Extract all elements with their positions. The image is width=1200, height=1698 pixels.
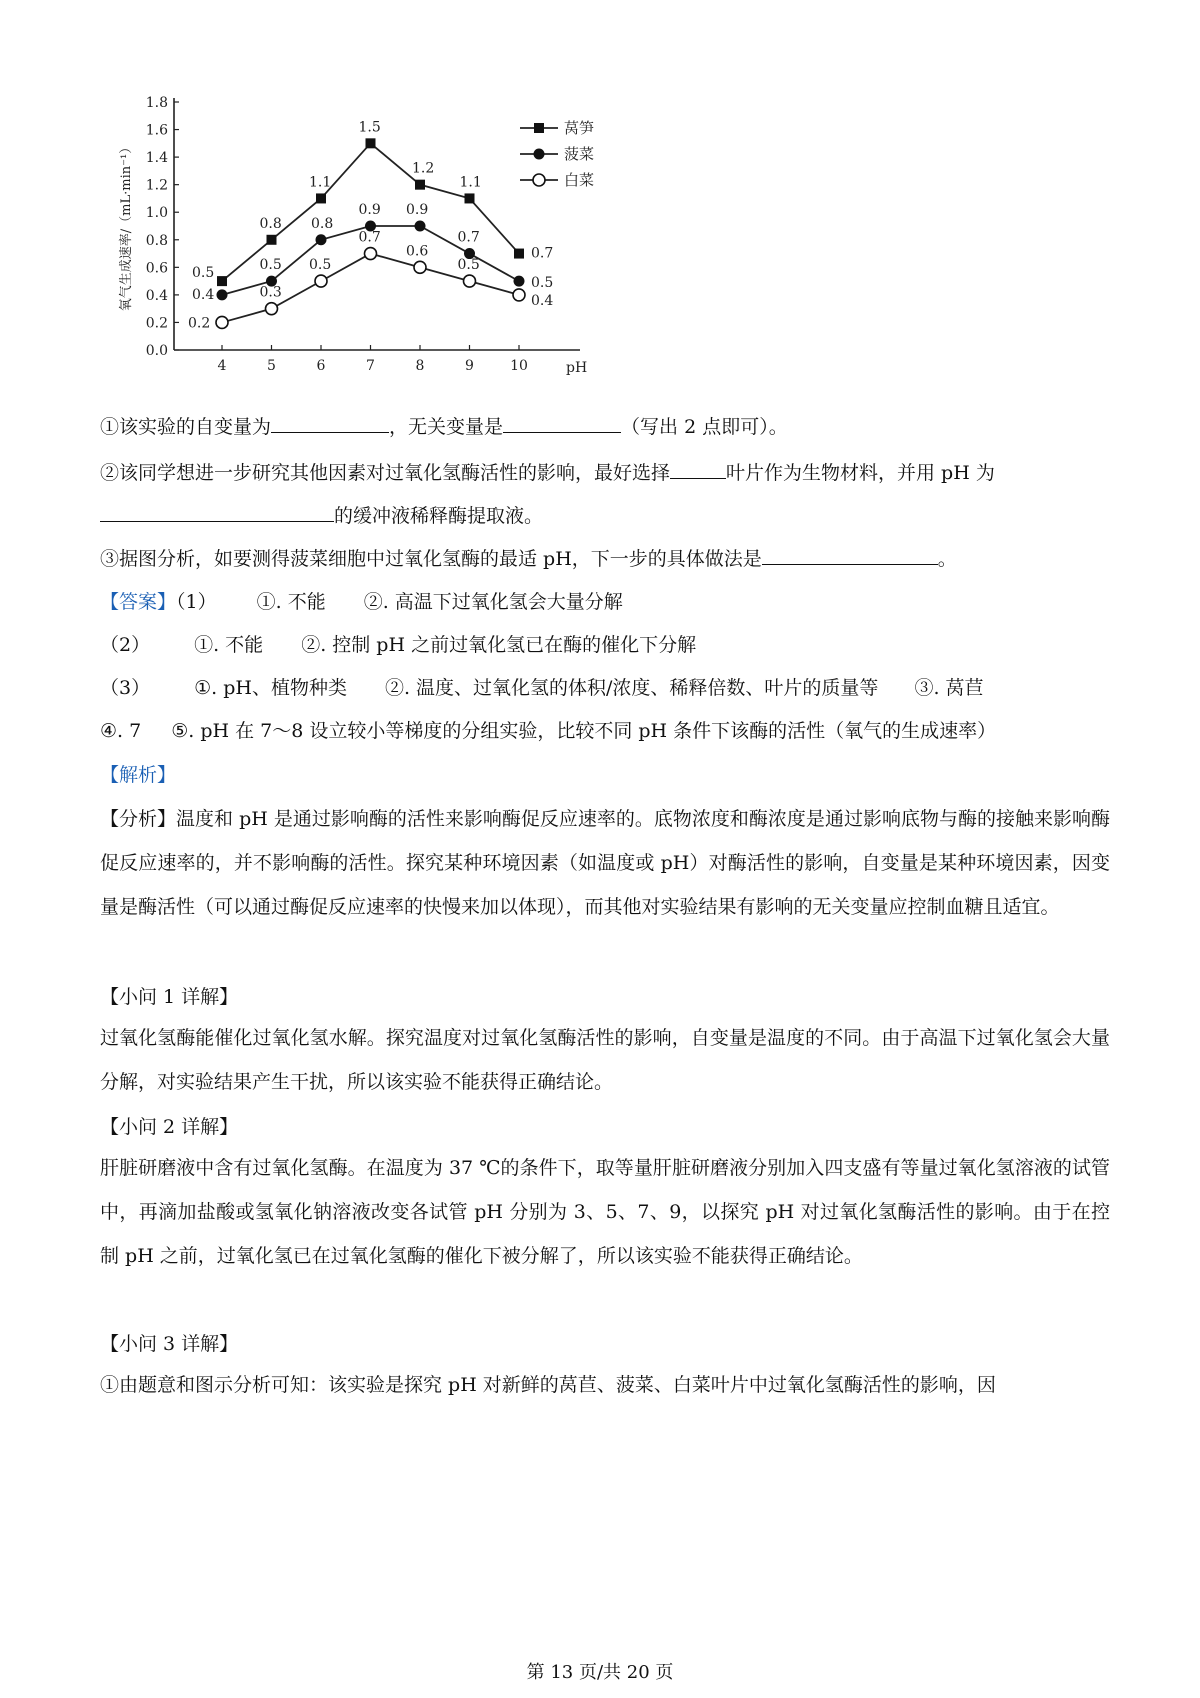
data-point — [217, 289, 228, 300]
q2-text-a: ②该同学想进一步研究其他因素对过氧化氢酶活性的影响，最好选择 — [100, 462, 671, 484]
data-label: 1.1 — [459, 174, 482, 191]
legend-label: 菠菜 — [564, 145, 595, 163]
ph-oxygen-rate-chart — [100, 88, 660, 418]
data-label: 0.5 — [192, 265, 215, 282]
y-tick-label: 0.4 — [145, 287, 168, 304]
data-label: 0.5 — [309, 257, 332, 274]
data-point — [513, 289, 525, 301]
data-point — [415, 221, 426, 232]
legend-label: 莴笋 — [564, 119, 595, 137]
data-label: 0.9 — [406, 202, 429, 218]
answer-part: ②. 温度、过氧化氢的体积/浓度、稀释倍数、叶片的质量等 — [384, 677, 879, 699]
data-point — [266, 303, 278, 315]
data-point — [464, 275, 476, 287]
legend-marker — [534, 149, 545, 160]
q2-text-b: 叶片作为生物材料，并用 pH 为 — [726, 462, 995, 484]
answer-num: （2） — [100, 634, 151, 656]
data-label: 0.8 — [259, 215, 282, 232]
data-point — [465, 193, 475, 203]
x-tick-label: 9 — [465, 358, 474, 374]
data-label: 0.7 — [457, 229, 480, 246]
y-tick-label: 1.6 — [145, 122, 168, 139]
question-3 — [100, 544, 1110, 573]
data-point — [216, 316, 228, 328]
y-tick-label: 1.2 — [145, 177, 168, 194]
answer-num: （3） — [100, 677, 151, 699]
answer-part: ③. 莴苣 — [914, 677, 984, 699]
y-tick-label: 0.6 — [145, 260, 168, 277]
data-point — [514, 276, 525, 287]
answer-part: ②. 控制 pH 之前过氧化氢已在酶的催化下分解 — [301, 634, 697, 656]
data-label: 0.6 — [406, 243, 429, 260]
q3-text-b: 。 — [937, 548, 957, 570]
data-point — [316, 234, 327, 245]
answer-line-1 — [100, 588, 1110, 616]
question-2-cont — [100, 501, 1110, 530]
data-label: 0.5 — [531, 275, 554, 292]
data-label: 0.7 — [531, 245, 554, 262]
answer-blank — [100, 501, 334, 522]
data-label: 1.1 — [309, 174, 332, 191]
data-label: 0.2 — [188, 315, 211, 332]
data-point — [315, 275, 327, 287]
question-2 — [100, 458, 1110, 487]
data-label: 0.5 — [259, 257, 282, 274]
data-label: 0.8 — [311, 215, 334, 232]
answer-part: ④. 7 — [100, 720, 142, 742]
subquestion-1-heading: 【小问 1 详解】 — [100, 986, 239, 1008]
data-label: 0.9 — [358, 202, 381, 218]
data-point — [267, 235, 277, 245]
answer-line-3 — [100, 674, 1110, 702]
subquestion-3-text: ①由题意和图示分析可知：该实验是探究 pH 对新鲜的莴苣、菠菜、白菜叶片中过氧化氢酶活性的影响，因 — [100, 1374, 996, 1396]
analysis-fenxi: 【分析】温度和 pH 是通过影响酶的活性来影响酶促反应速率的。底物浓度和酶浓度是通过影响底物与酶的接触来影响酶促反应速率的，并不影响酶的活性。探究某种环境因素（如温度或 pH）对酶活性的影响，自变量是某种环境因素，因变量是酶活性（可以通过酶促反应速率的快慢来加以体现），而其他对实验结果有影响的无关变量应控制血糖且适宜。 — [100, 808, 1110, 918]
y-tick-label: 1.8 — [145, 95, 168, 111]
data-point — [514, 249, 524, 259]
legend-label: 白菜 — [564, 171, 595, 189]
y-tick-label: 1.0 — [145, 205, 168, 222]
x-tick-label: 6 — [316, 358, 326, 374]
subquestion-2-text: 肝脏研磨液中含有过氧化氢酶。在温度为 37 ℃的条件下，取等量肝脏研磨液分别加入四支盛有等量过氧化氢溶液的试管中，再滴加盐酸或氢氧化钠溶液改变各试管 pH 分别为 3、5、7、9，以探究 pH 对过氧化氢酶活性的影响。由于在控制 pH 之前，过氧化氢已在过氧化氢酶的催化下被分解了，所以该实验不能获得正确结论。 — [100, 1157, 1110, 1267]
q3-text-a: ③据图分析，如要测得菠菜细胞中过氧化氢酶的最适 pH，下一步的具体做法是 — [100, 548, 762, 570]
data-label: 0.4 — [531, 292, 554, 309]
analysis-tag: 【解析】 — [100, 764, 177, 786]
answer-num: （1） — [176, 591, 217, 613]
data-label: 1.5 — [358, 119, 381, 136]
y-tick-label: 0.2 — [145, 315, 168, 332]
answer-line-4 — [100, 717, 1110, 745]
x-tick-label: 5 — [267, 358, 276, 374]
q2-text-c: 的缓冲液稀释酶提取液。 — [334, 505, 544, 527]
x-tick-label: 7 — [366, 358, 375, 374]
x-tick-label: 10 — [510, 358, 528, 374]
answer-blank — [503, 412, 621, 433]
answer-part: ①. 不能 — [194, 634, 264, 656]
subquestion-2-heading: 【小问 2 详解】 — [100, 1116, 239, 1138]
answer-part: ①. pH、植物种类 — [194, 677, 347, 699]
answer-part: ②. 高温下过氧化氢会大量分解 — [363, 591, 623, 613]
legend-marker — [533, 174, 545, 186]
data-point — [415, 180, 425, 190]
data-label: 0.7 — [358, 229, 381, 246]
data-label: 0.5 — [457, 257, 480, 274]
data-label: 0.4 — [192, 286, 215, 303]
q1-text-c: （写出 2 点即可）。 — [621, 416, 788, 438]
answer-blank — [271, 412, 389, 433]
data-point — [366, 138, 376, 148]
question-1 — [100, 412, 1110, 441]
x-tick-label: 8 — [415, 358, 425, 374]
answer-tag: 【答案】 — [100, 591, 177, 613]
answer-line-2 — [100, 631, 1110, 659]
answer-part: ①. 不能 — [256, 591, 326, 613]
y-axis-label: 氧气生成速率/（mL·min⁻¹） — [119, 140, 134, 312]
data-label: 0.3 — [259, 284, 282, 301]
answer-blank — [762, 544, 938, 565]
page-footer: 第 13 页/共 20 页 — [526, 1662, 674, 1683]
y-tick-label: 1.4 — [145, 150, 168, 167]
subquestion-3-heading: 【小问 3 详解】 — [100, 1333, 239, 1355]
answer-part: ⑤. pH 在 7～8 设立较小等梯度的分组实验，比较不同 pH 条件下该酶的活性（氧气的生成速率） — [171, 720, 997, 742]
y-tick-label: 0.8 — [145, 232, 168, 249]
data-point — [414, 261, 426, 273]
legend-marker — [534, 123, 544, 133]
data-point — [365, 248, 377, 260]
q1-text-a: ①该实验的自变量为 — [100, 416, 272, 438]
q1-text-b: ，无关变量是 — [389, 416, 504, 438]
x-axis-label: pH — [566, 360, 588, 376]
answer-blank — [670, 458, 726, 479]
data-point — [217, 276, 227, 286]
data-label: 1.2 — [412, 160, 435, 177]
data-point — [316, 193, 326, 203]
subquestion-1-text: 过氧化氢酶能催化过氧化氢水解。探究温度对过氧化氢酶活性的影响，自变量是温度的不同。由于高温下过氧化氢会大量分解，对实验结果产生干扰，所以该实验不能获得正确结论。 — [100, 1027, 1110, 1093]
y-tick-label: 0.0 — [145, 343, 168, 359]
x-tick-label: 4 — [217, 358, 227, 374]
